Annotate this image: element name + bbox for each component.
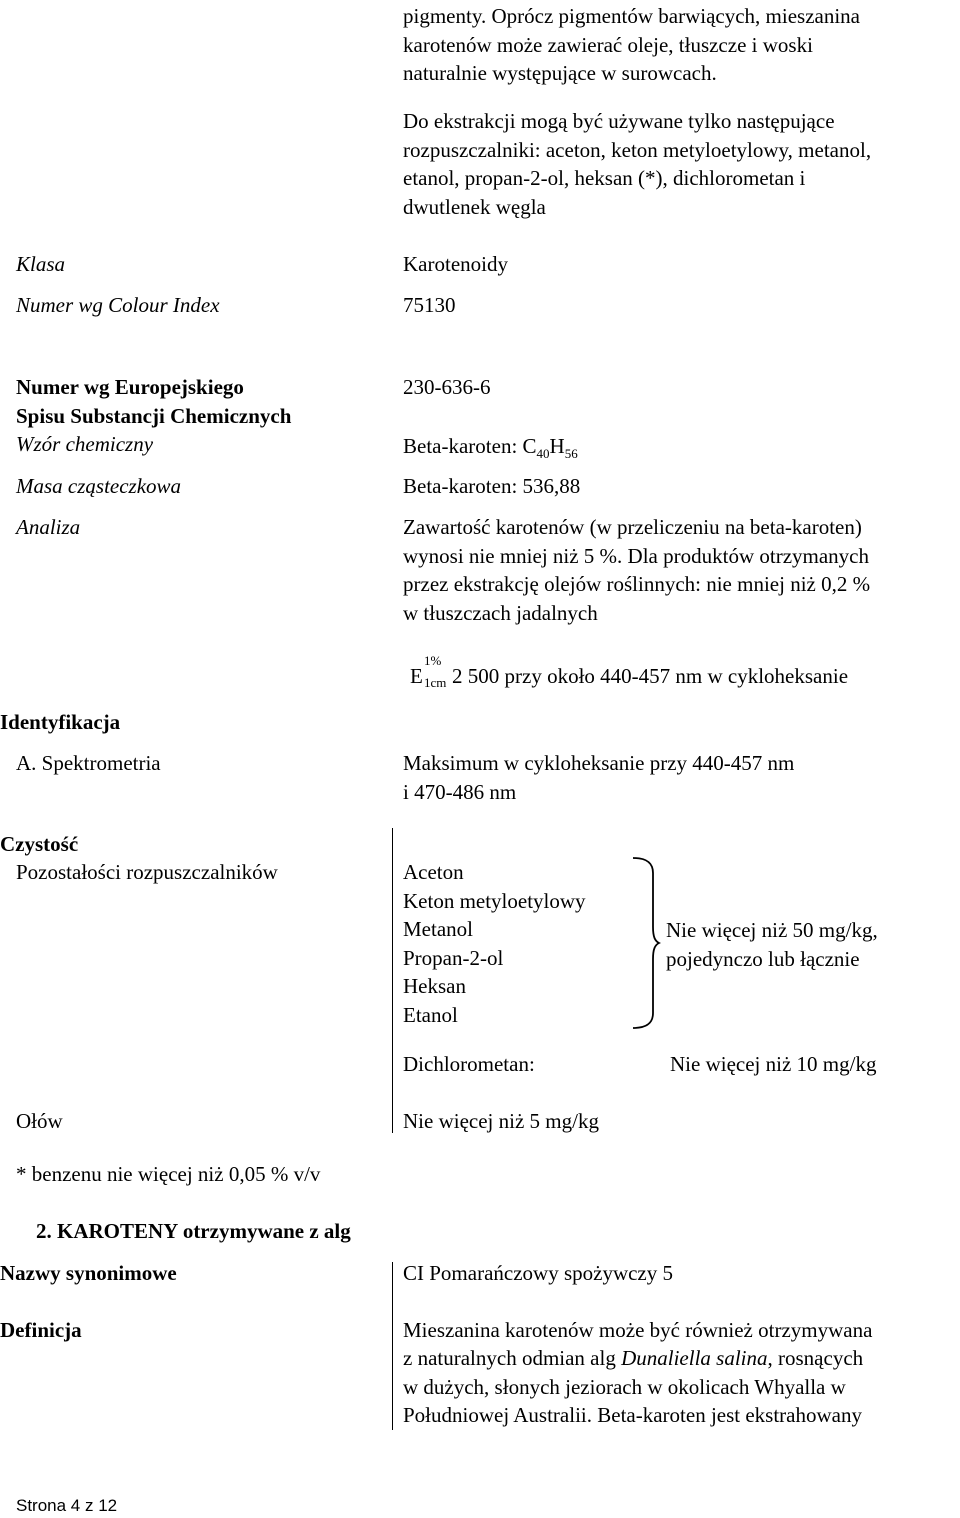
einecs-value: 230-636-6 <box>403 375 491 399</box>
e-letter: E <box>410 664 423 688</box>
spektrometria-label: A. Spektrometria <box>16 751 161 775</box>
analiza-label: Analiza <box>16 515 81 539</box>
olow-label: Ołów <box>16 1109 63 1133</box>
colour-index-value: 75130 <box>403 293 456 317</box>
analiza-line-1: Zawartość karotenów (w przeliczeniu na beta-karoten) <box>403 515 862 539</box>
species-name: Dunaliella salina <box>621 1346 768 1370</box>
footnote-benzene: * benzenu nie więcej niż 0,05 % v/v <box>16 1162 321 1186</box>
klasa-label: Klasa <box>16 252 66 276</box>
wzor-sub-1: 40 <box>536 446 550 462</box>
solvents-line-1: Do ekstrakcji mogą być używane tylko następujące <box>403 109 835 133</box>
solvent-etanol: Etanol <box>403 1003 458 1027</box>
identyfikacja-heading: Identyfikacja <box>0 710 121 734</box>
definicja-line-1: Mieszanina karotenów może być również otrzymywana <box>403 1318 873 1342</box>
definicja-line-2-pre: z naturalnych odmian alg <box>403 1346 622 1370</box>
spektrometria-line-1: Maksimum w cykloheksanie przy 440-457 nm <box>403 751 795 775</box>
masa-value: Beta-karoten: 536,88 <box>403 474 581 498</box>
masa-label: Masa cząsteczkowa <box>16 474 182 498</box>
analiza-line-2: wynosi nie mniej niż 5 %. Dla produktów otrzymanych <box>403 544 869 568</box>
solvent-metanol: Metanol <box>403 917 473 941</box>
wzor-label: Wzór chemiczny <box>16 432 154 456</box>
nazwy-label: Nazwy synonimowe <box>0 1261 177 1285</box>
intro-line-3: naturalnie występujące w surowcach. <box>403 61 717 85</box>
page-number: Strona 4 z 12 <box>16 1496 118 1515</box>
curly-brace <box>625 855 661 1031</box>
intro-line-2: karotenów może zawierać oleje, tłuszcze i woski <box>403 33 813 57</box>
nazwy-value: CI Pomarańczowy spożywczy 5 <box>403 1261 674 1285</box>
czystosc-heading: Czystość <box>0 832 79 856</box>
solvents-line-3: etanol, propan-2-ol, heksan (*), dichlorometan i <box>403 166 806 190</box>
e-text: 2 500 przy około 440-457 nm w cykloheksanie <box>452 664 849 688</box>
einecs-label-line-1: Numer wg Europejskiego <box>16 375 244 399</box>
definicja-line-2 <box>403 1344 863 1373</box>
spektrometria-line-2: i 470-486 nm <box>403 780 517 804</box>
section-2-heading: 2. KAROTENY otrzymywane z alg <box>36 1219 351 1243</box>
definicja-line-4: Południowej Australii. Beta-karoten jest ekstrahowany <box>403 1403 862 1427</box>
olow-limit: Nie więcej niż 5 mg/kg <box>403 1109 599 1133</box>
colour-index-label: Numer wg Colour Index <box>16 293 220 317</box>
intro-line-1: pigmenty. Oprócz pigmentów barwiących, mieszanina <box>403 4 860 28</box>
solvent-aceton: Aceton <box>403 860 464 884</box>
e-sup: 1% <box>424 653 442 668</box>
wzor-prefix: Beta-karoten: C <box>403 434 537 458</box>
column-divider-section-2 <box>392 1262 393 1430</box>
einecs-label-line-2: Spisu Substancji Chemicznych <box>16 404 292 428</box>
definicja-line-2-post: , rosnących <box>767 1346 864 1370</box>
dichloro-limit: Nie więcej niż 10 mg/kg <box>670 1052 877 1076</box>
definicja-label: Definicja <box>0 1318 82 1342</box>
solvents-line-4: dwutlenek węgla <box>403 195 546 219</box>
solvent-propanol: Propan-2-ol <box>403 946 504 970</box>
solvent-keton: Keton metyloetylowy <box>403 889 586 913</box>
column-divider-czystosc <box>392 828 393 1133</box>
pozostalosci-label: Pozostałości rozpuszczalników <box>16 860 278 884</box>
wzor-sub-2: 56 <box>564 446 578 462</box>
limit-line-1: Nie więcej niż 50 mg/kg, <box>666 918 878 942</box>
e-sub: 1cm <box>424 675 447 690</box>
klasa-value: Karotenoidy <box>403 252 508 276</box>
analiza-line-4: w tłuszczach jadalnych <box>403 601 598 625</box>
wzor-value <box>403 432 578 469</box>
definicja-line-3: w dużych, słonych jeziorach w okolicach Whyalla w <box>403 1375 846 1399</box>
dichloro-label: Dichlorometan: <box>403 1052 535 1076</box>
wzor-mid: H <box>549 434 565 458</box>
solvent-heksan: Heksan <box>403 974 466 998</box>
analiza-line-3: przez ekstrakcję olejów roślinnych: nie mniej niż 0,2 % <box>403 572 871 596</box>
solvents-line-2: rozpuszczalniki: aceton, keton metyloetylowy, metanol, <box>403 138 872 162</box>
limit-line-2: pojedynczo lub łącznie <box>666 947 860 971</box>
